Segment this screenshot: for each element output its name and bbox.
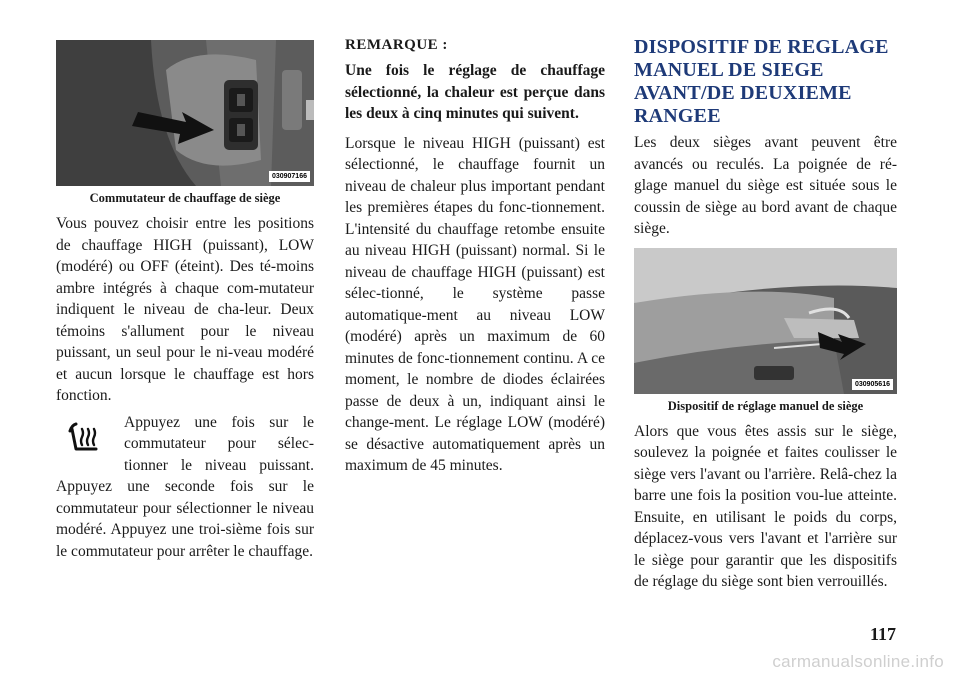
- heated-seat-icon: [56, 416, 116, 462]
- paragraph-switch-text: Appuyez une fois sur le commutateur pour sélec-tionner le niveau puissant. Appuyez une seconde fois sur le commutateur pour sélectionner le niveau modéré. Appuyez une troi-sième fois sur le commutateur pour arrêter le chauffage.: [56, 413, 314, 560]
- paragraph-high-level: Lorsque le niveau HIGH (puissant) est sélectionné, le chauffage fournit un niveau de chaleur plus important pendant les premières étapes du fonc-tionnement. L'intensité du chauffage retombe ensuite au niveau HIGH (puissant) normal. Si le niveau de chauffage HIGH (puissant) est sélec-tionné, le système passe automatique-ment au niveau LOW (modéré) après un maximum de 60 minutes de fonc-tionnement continu. A ce moment, le nombre de diodes éclairées passe de deux à un, indiquant ainsi le change-ment. Le réglage LOW (modéré) se désactive automatiquement après un maximum de 45 minutes.: [345, 134, 605, 474]
- seat-adjuster-illustration: [634, 248, 897, 394]
- paragraph-switch-presses: [56, 412, 314, 563]
- note-text: Une fois le réglage de chauffage sélectionné, la chaleur est perçue dans les deux à cinq minutes qui suivent.: [345, 62, 605, 122]
- figure-code: 030907166: [269, 171, 310, 182]
- seat-heater-switch-image: [56, 40, 314, 186]
- column-middle: [345, 36, 605, 477]
- column-left: [56, 36, 314, 562]
- column-right: [634, 36, 897, 593]
- section-heading: DISPOSITIF DE REGLAGE MANUEL DE SIEGE AVANT/DE DEUXIEME RANGEE: [634, 36, 889, 127]
- page-number: 117: [869, 624, 896, 644]
- figure-caption: Commutateur de chauffage de siège: [89, 191, 281, 205]
- paragraph-seat-adjust-steps: Alors que vous êtes assis sur le siège, soulevez la poignée et faites coulisser le siège vers l'avant ou l'arrière. Relâ-chez la barre une fois la position vou-lue atteinte. Ensuite, en utilisant le poids du corps, déplacez-vous vers l'avant et l'arrière sur le siège pour garantir que les dispositifs de réglage du siège sont bien verrouillés.: [634, 422, 897, 590]
- paragraph-heat-positions: Vous pouvez choisir entre les positions de chauffage HIGH (puissant), LOW (modéré) ou OFF (éteint). Des té-moins ambre intégrés à chaque com-mutateur indiquent le niveau de cha-leur. Deux témoins s'allument pour le niveau puissant, un seul pour le ni-veau modéré et aucun lorsque le chauffage est hors fonction.: [56, 215, 314, 404]
- figure-caption: Dispositif de réglage manuel de siège: [667, 398, 864, 413]
- seat-adjuster-image: [634, 248, 897, 394]
- note-label: REMARQUE :: [345, 37, 448, 53]
- figure-code: 030905616: [852, 379, 893, 390]
- paragraph-seat-adjust-intro: Les deux sièges avant peuvent être avancés ou reculés. La poignée de ré-glage manuel du siège est située sous le coussin de siège au bord avant de chaque siège.: [634, 134, 897, 237]
- seat-heater-switch-illustration: [56, 40, 314, 186]
- watermark: carmanualsonline.info: [772, 652, 944, 671]
